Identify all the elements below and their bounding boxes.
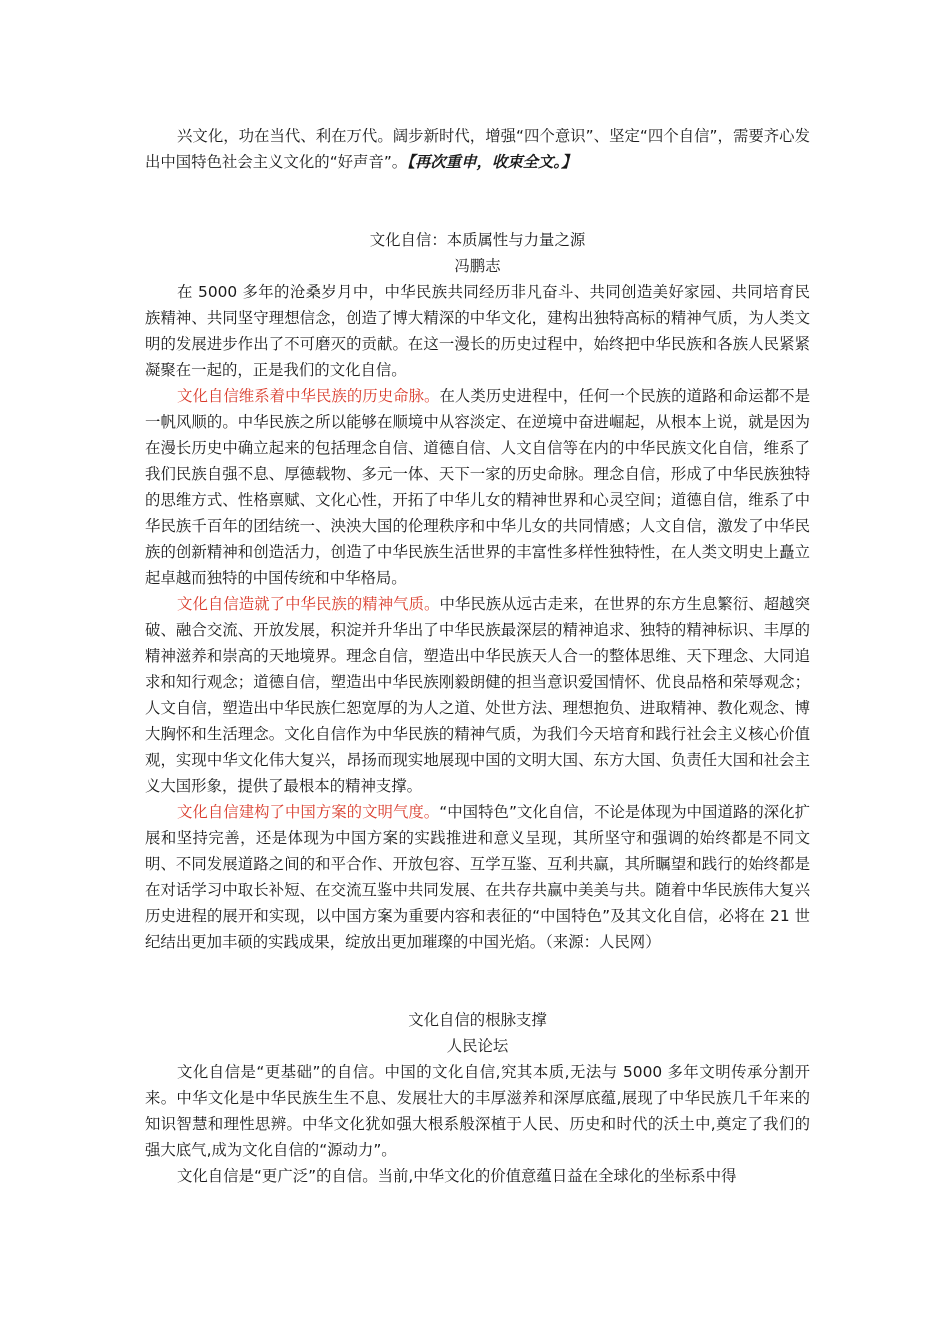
intro-editor-note: 【再次重申，收束全文。】 xyxy=(407,153,577,171)
article2-author: 人民论坛 xyxy=(446,1037,509,1055)
article1-paragraph-1: 在 5000 多年的沧桑岁月中，中华民族共同经历非凡奋斗、共同创造美好家园、共同培育民族精神、共同坚守理想信念，创造了博大精深的中华文化，建构出独特高标的精神气质，为人类文明的发展进步作出了不可磨灭的贡献。在这一漫长的历史过程中，始终把中华民族和各族人民紧紧凝聚在一起的，正是我们的文化自信。 xyxy=(145,283,810,379)
article2-paragraph-1: 文化自信是“更基础”的自信。中国的文化自信,究其本质,无法与 5000 多年文明传承分割开来。中华文化是中华民族生生不息、发展壮大的丰厚滋养和深厚底蕴,展现了中华民族几千年来的知识智慧和理性思辨。中华文化犹如强大根系般深植于人民、历史和时代的沃土中,奠定了我们的强大底气,成为文化自信的“源动力”。 xyxy=(145,1063,810,1159)
article1-author: 冯鹏志 xyxy=(454,257,501,275)
intro-text: 兴文化，功在当代、利在万代。阔步新时代，增强“四个意识”、坚定“四个自信”，需要齐心发出中国特色社会主义文化的“好声音”。 xyxy=(145,127,810,171)
spacer xyxy=(145,175,810,227)
article2-title: 文化自信的根脉支撑 xyxy=(408,1011,547,1029)
paragraph-body: “中国特色”文化自信，不论是体现为中国道路的深化扩展和坚持完善，还是体现为中国方案的实践推进和意义呈现，其所坚守和强调的始终都是不同文明、不同发展道路之间的和平合作、开放包容、互学互鉴、互利共赢，其所瞩望和践行的始终都是在对话学习中取长补短、在交流互鉴中共同发展、在共存共赢中美美与共。随着中华民族伟大复兴历史进程的展开和实现，以中国方案为重要内容和表征的“中国特色”及其文化自信，必将在 21 世纪结出更加丰硕的实践成果，绽放出更加璀璨的中国光焰。（来源：人民网） xyxy=(145,803,810,951)
article1-paragraph-4 xyxy=(145,799,810,955)
paragraph-body: 中华民族从远古走来，在世界的东方生息繁衍、超越突破、融合交流、开放发展，积淀并升华出了中华民族最深层的精神追求、独特的精神标识、丰厚的精神滋养和崇高的天地境界。理念自信，塑造出中华民族天人合一的整体思维、天下理念、大同追求和知行观念；道德自信，塑造出中华民族刚毅朗健的担当意识爱国情怀、优良品格和荣辱观念；人文自信，塑造出中华民族仁恕宽厚的为人之道、处世方法、理想抱负、进取精神、教化观念、博大胸怀和生活理念。文化自信作为中华民族的精神气质，为我们今天培育和践行社会主义核心价值观，实现中华文化伟大复兴，昂扬而现实地展现中国的文明大国、东方大国、负责任大国和社会主义大国形象，提供了最根本的精神支撑。 xyxy=(145,595,810,795)
spacer xyxy=(145,955,810,1007)
intro-paragraph xyxy=(145,123,810,175)
paragraph-lead-heading: 文化自信维系着中华民族的历史命脉。 xyxy=(177,387,440,405)
article1-paragraph-2 xyxy=(145,383,810,591)
paragraph-body: 在人类历史进程中，任何一个民族的道路和命运都不是一帆风顺的。中华民族之所以能够在顺境中从容淡定、在逆境中奋进崛起，从根本上说，就是因为在漫长历史中确立起来的包括理念自信、道德自信、人文自信等在内的中华民族文化自信，维系了我们民族自强不息、厚德载物、多元一体、天下一家的历史命脉。理念自信，形成了中华民族独特的思维方式、性格禀赋、文化心性，开拓了中华儿女的精神世界和心灵空间；道德自信，维系了中华民族千百年的团结统一、泱泱大国的伦理秩序和中华儿女的共同情感；人文自信，激发了中华民族的创新精神和创造活力，创造了中华民族生活世界的丰富性多样性独特性，在人类文明史上矗立起卓越而独特的中国传统和中华格局。 xyxy=(145,387,810,587)
document-page xyxy=(145,123,810,1189)
paragraph-lead-heading: 文化自信建构了中国方案的文明气度。 xyxy=(177,803,440,821)
article1-title: 文化自信：本质属性与力量之源 xyxy=(369,231,586,249)
article2-paragraph-2: 文化自信是“更广泛”的自信。当前,中华文化的价值意蕴日益在全球化的坐标系中得 xyxy=(177,1167,737,1185)
article1-paragraph-3 xyxy=(145,591,810,799)
paragraph-lead-heading: 文化自信造就了中华民族的精神气质。 xyxy=(177,595,440,613)
